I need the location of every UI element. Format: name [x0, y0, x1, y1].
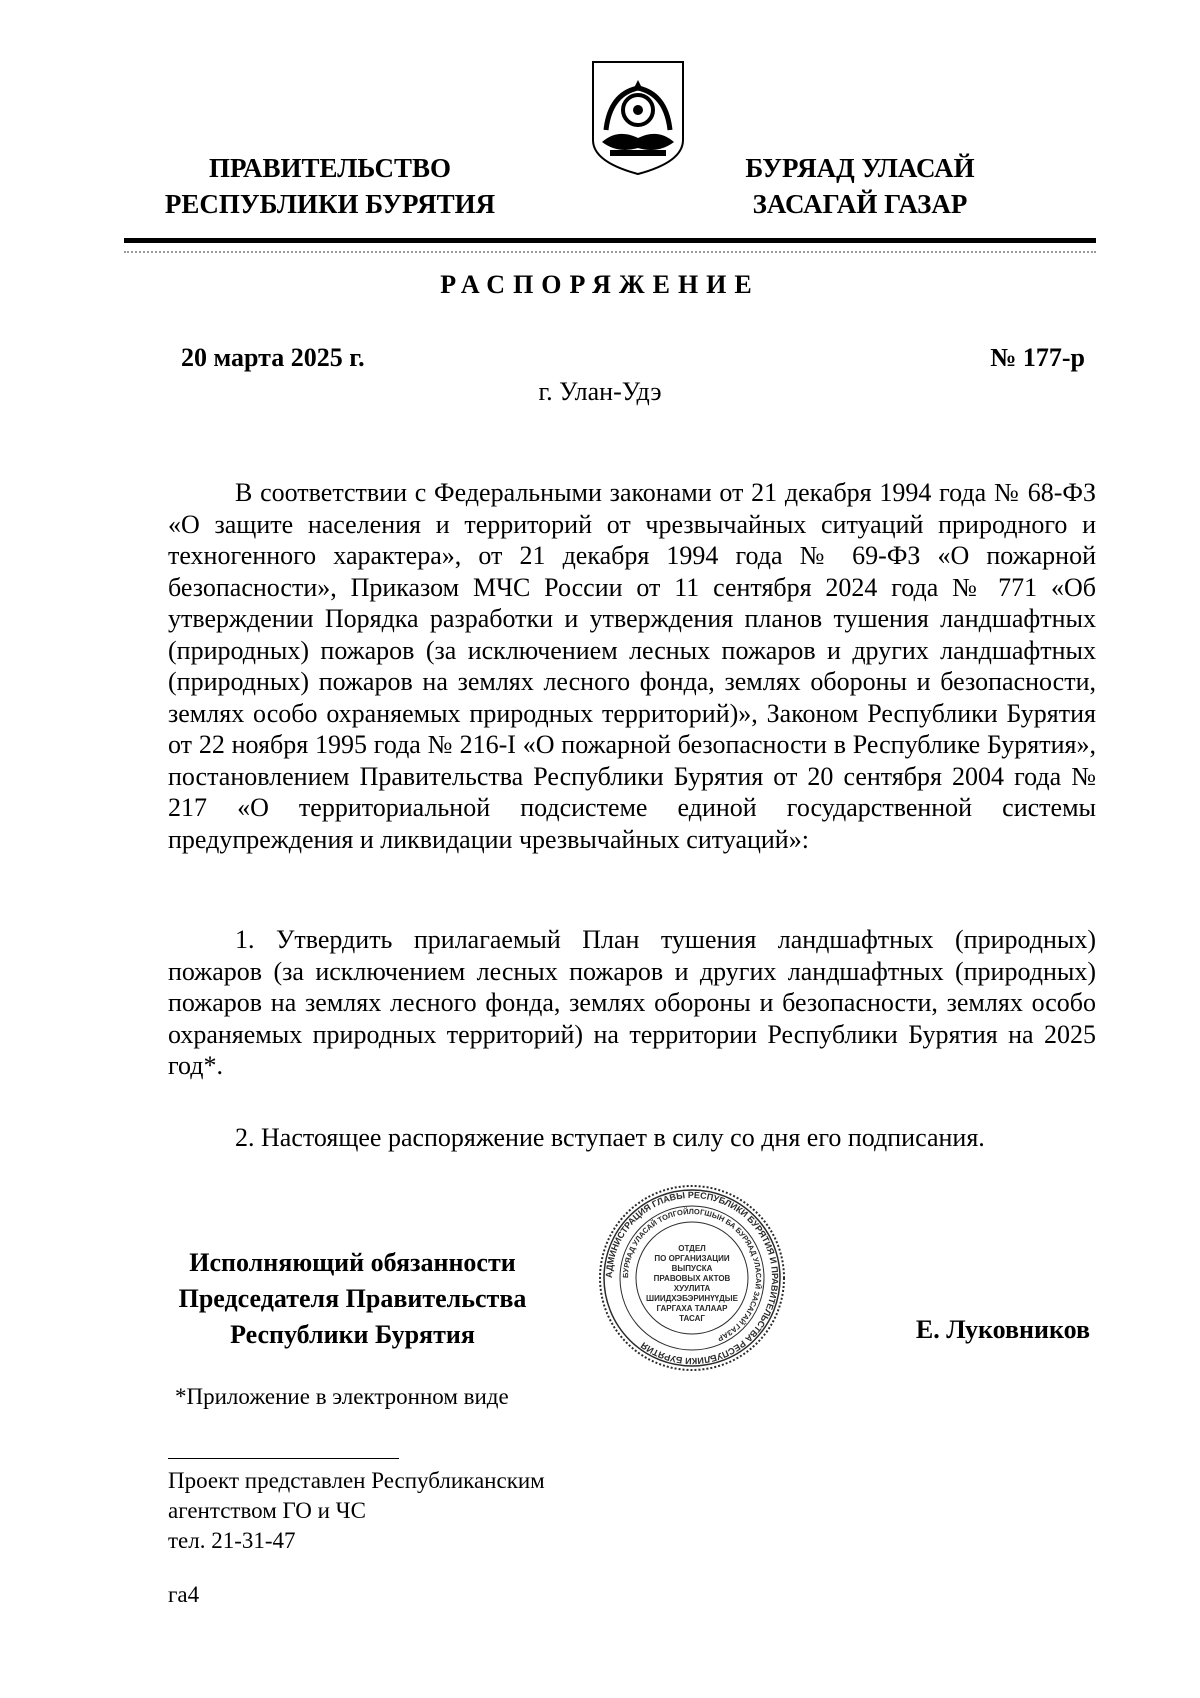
header-left-line1: ПРАВИТЕЛЬСТВО	[208, 153, 452, 183]
stamp-inner-text: БУРЯАД УЛАСАЙ ТОЛГОЙЛОГШЫН БА БУРЯАД УЛАСАЙ ЗАСАГАЙ ГАЗАР	[620, 1206, 764, 1344]
prepared-by-line2: агентством ГО и ЧС	[168, 1498, 366, 1523]
header-right-line1: БУРЯАД УЛАСАЙ	[745, 153, 975, 183]
point-2: 2. Настоящее распоряжение вступает в силу со дня его подписания.	[235, 1123, 985, 1152]
coat-of-arms-icon	[588, 58, 688, 176]
footer-divider	[168, 1458, 399, 1459]
stamp-center-line-1: ОТДЕЛ	[678, 1244, 706, 1253]
document-city: г. Улан-Удэ	[538, 377, 662, 406]
document-title: РАСПОРЯЖЕНИЕ	[440, 270, 760, 299]
stamp-center-line-6: ШИИДХЭБЭРИНҮҮДЫЕ	[646, 1294, 738, 1303]
header-right	[705, 150, 1015, 222]
prepared-by-note	[168, 1466, 668, 1556]
stamp-center-line-8: ТАСАГ	[679, 1314, 705, 1323]
stamp-center-line-7: ГАРГАХА ТАЛААР	[656, 1304, 728, 1313]
official-stamp	[597, 1183, 787, 1373]
signatory-position-line3: Республики Бурятия	[230, 1320, 475, 1349]
point-1: 1. Утвердить прилагаемый План тушения ландшафтных (природных) пожаров (за исключением лесных пожаров и других ландшафтных (природных) пожаров на землях лесного фонда, землях обороны и безопасности, землях особо охраняемых природных территорий) на территории Республики Бурятия на 2025 год*.	[168, 925, 1096, 1080]
stamp-center-line-2: ПО ОРГАНИЗАЦИИ	[654, 1254, 730, 1263]
signatory-position-line1: Исполняющий обязанности	[189, 1248, 516, 1277]
signatory-name: Е. Луковников	[915, 1315, 1090, 1344]
stamp-center-line-5: ХУУЛИТА	[673, 1284, 711, 1293]
prepared-by-line1: Проект представлен Республиканским	[168, 1468, 545, 1493]
document-code: га4	[168, 1582, 200, 1607]
stamp-outer-text: АДМИНИСТРАЦИЯ ГЛАВЫ РЕСПУБЛИКИ БУРЯТИЯ И ПРАВИТЕЛЬСТВА РЕСПУБЛИКИ БУРЯТИЯ	[603, 1189, 781, 1367]
attachment-footnote: *Приложение в электронном виде	[175, 1384, 509, 1409]
document-date: 20 марта 2025 г.	[181, 343, 365, 372]
document-number: № 177-р	[990, 343, 1085, 372]
header-left-line2: РЕСПУБЛИКИ БУРЯТИЯ	[164, 189, 496, 219]
stamp-center-line-4: ПРАВОВЫХ АКТОВ	[653, 1274, 731, 1283]
stamp-center-line-3: ВЫПУСКА	[671, 1264, 713, 1273]
signatory-position	[155, 1245, 550, 1353]
preamble-paragraph: В соответствии с Федеральными законами от 21 декабря 1994 года № 68-ФЗ «О защите населения и территорий от чрезвычайных ситуаций природного и техногенного характера», от 21 декабря 1994 года № 69-ФЗ «О пожарной безопасности», Приказом МЧС России от 11 сентября 2024 года № 771 «Об утверждении Порядка разработки и утверждения планов тушения ландшафтных (природных) пожаров (за исключением лесных пожаров и других ландшафтных (природных) пожаров на землях лесного фонда, землях обороны и безопасности, землях особо охраняемых природных территорий)», Законом Республики Бурятия от 22 ноября 1995 года № 216-I «О пожарной безопасности в Республике Бурятия», постановлением Правительства Республики Бурятия от 20 сентября 2004 года № 217 «О территориальной подсистеме единой государственной системы предупреждения и ликвидации чрезвычайных ситуаций»:	[168, 478, 1096, 854]
header-left	[150, 150, 510, 222]
header-divider-dotted	[124, 251, 1096, 253]
signatory-position-line2: Председателя Правительства	[178, 1284, 527, 1313]
header-right-line2: ЗАСАГАЙ ГАЗАР	[752, 189, 968, 219]
prepared-by-line3: тел. 21-31-47	[168, 1528, 296, 1553]
header-divider	[124, 238, 1096, 243]
